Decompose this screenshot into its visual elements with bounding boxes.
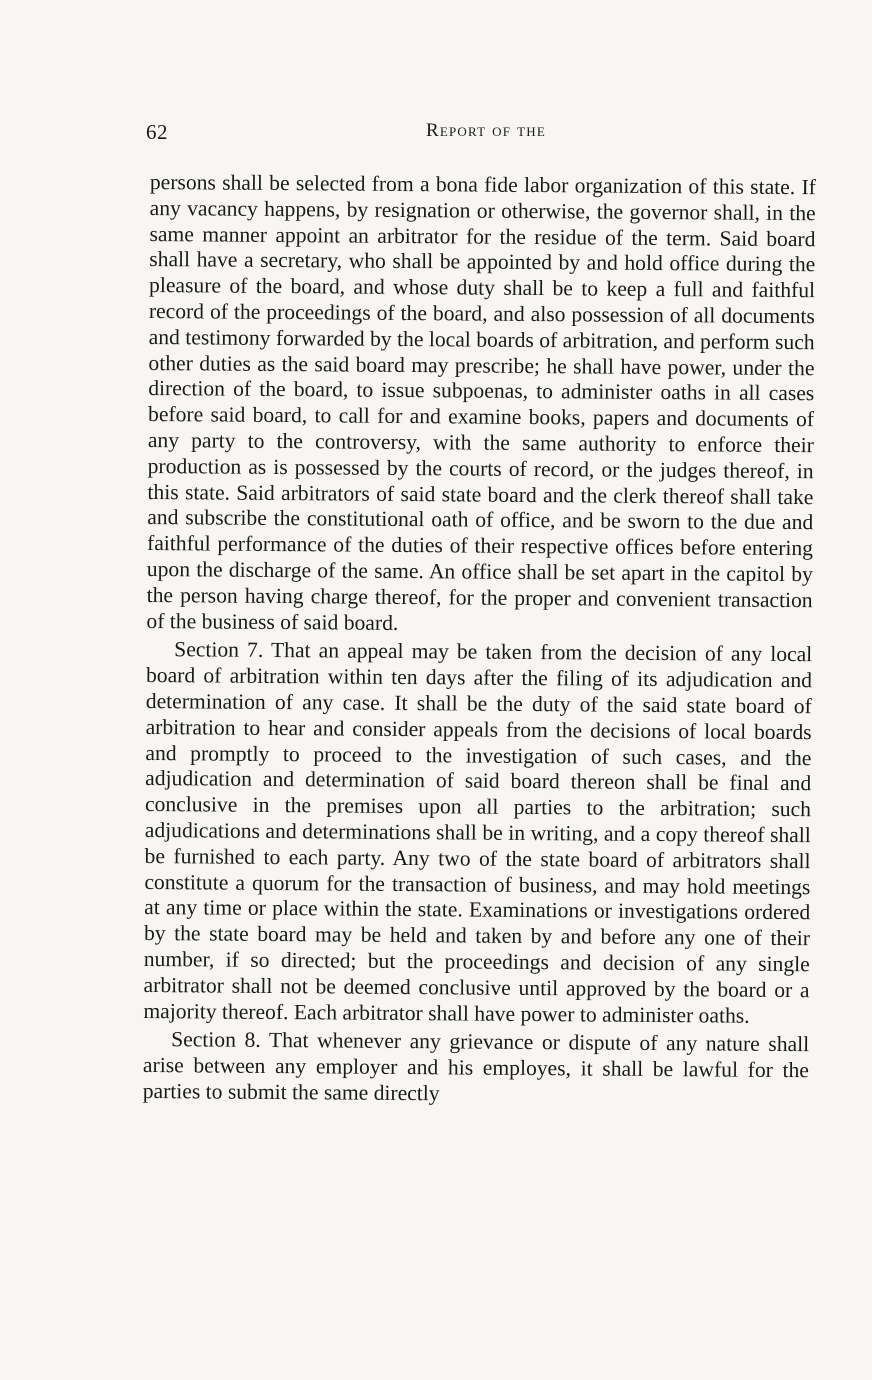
page-header [146, 120, 826, 146]
body-text [143, 170, 816, 1110]
running-head: Report of the [425, 120, 547, 141]
paragraph-continuation: persons shall be selected from a bona fide labor organization of this state. If any vacancy happens, by resignation or otherwise, the governor shall, in the same manner appoint an arbitrator for the residue of the term. Said board shall have a secretary, who shall be appointed by and hold office during the pleasure of the board, and whose duty shall be to keep a full and faithful record of the proceedings of the board, and also possession of all documents and testimony forwarded by the local boards of arbitration, and perform such other duties as the said board may prescribe; he shall have power, under the direction of the board, to issue subpoenas, to administer oaths in all cases before said board, to call for and examine books, papers and documents of any party to the controversy, with the same authority to enforce their production as is possessed by the courts of record, or the judges thereof, in this state. Said arbitrators of said state board and the clerk thereof shall take and subscribe the constitutional oath of office, and be sworn to the due and faithful performance of the duties of their respective offices before entering upon the discharge of the same. An office shall be set apart in the capitol by the person having charge thereof, for the proper and convenient transaction of the business of said board. [146, 170, 816, 635]
paragraph-section-8: Section 8. That whenever any grievance or dispute of any nature shall arise between any employer and his employes, it shall be lawful for the parties to submit the same directly [142, 1027, 810, 1106]
paragraph-section-7: Section 7. That an appeal may be taken from the decision of any local board of arbitration within ten days after the filing of its adjudication and determination of any case. It shall be the duty of the said state board of arbitration to hear and consider appeals from the decisions of local boards and promptly to proceed to the investigation of such cases, and the adjudication and determination of said board thereon shall be final and conclusive in the premises upon all parties to the arbitration; such adjudications and determinations shall be in writing, and a copy thereof shall be furnished to each party. Any two of the state board of arbitrators shall constitute a quorum for the transaction of business, and may hold meetings at any time or place within the state. Examinations or investigations ordered by the state board may be held and taken by and before any one of their number, if so directed; but the proceedings and decision of any single arbitrator shall not be deemed conclusive until approved by the board or a majority thereof. Each arbitrator shall have power to administer oaths. [143, 637, 813, 1028]
page-number: 62 [146, 120, 168, 144]
